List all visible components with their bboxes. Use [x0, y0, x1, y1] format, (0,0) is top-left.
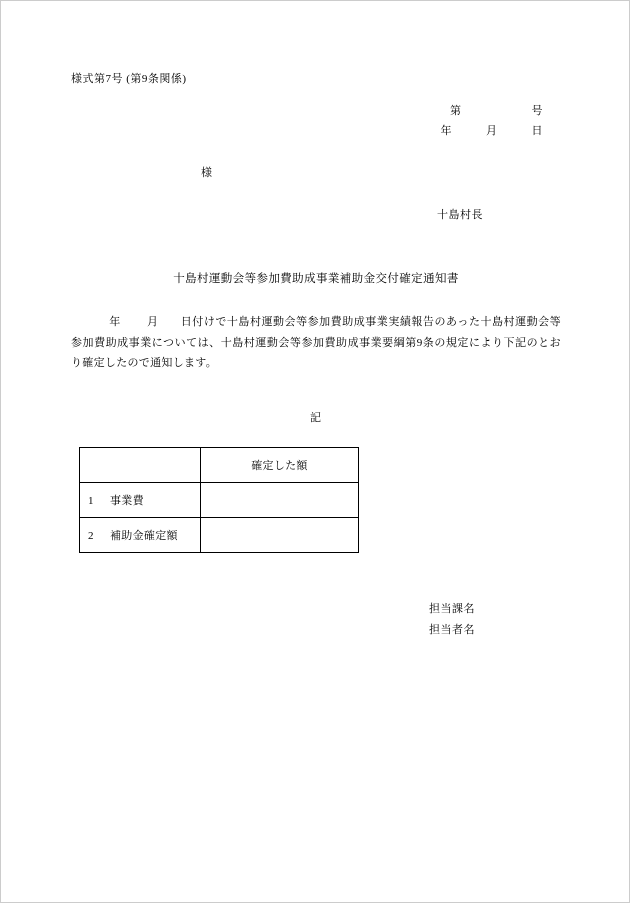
ki-marker: 記 [310, 412, 322, 425]
table-row-label-1 [80, 483, 201, 518]
date-day-label: 日 [531, 125, 543, 138]
footer-block [71, 599, 561, 640]
issuer-name: 十島村長 [437, 209, 483, 222]
table-row-value-2[interactable] [200, 518, 358, 553]
row-label-1: 事業費 [110, 495, 144, 508]
table-header-row [80, 448, 359, 483]
date-year-label: 年 [440, 125, 452, 138]
table-header-blank [80, 448, 201, 483]
document-number-row [71, 101, 543, 122]
form-number: 様式第7号 (第9条関係) [71, 73, 187, 85]
table-row-value-1[interactable] [200, 483, 358, 518]
amounts-table [79, 447, 359, 553]
addressee-line: 様 [201, 167, 213, 180]
date-month-label: 月 [486, 125, 498, 138]
document-number-suffix: 号 [531, 104, 543, 117]
document-body [71, 71, 561, 640]
body-line3: り下記のとおり確定したので通知します。 [71, 336, 561, 370]
body-year-label: 年 [109, 316, 121, 329]
table-row [80, 483, 359, 518]
body-line2: 動会等参加費助成事業については、十島村運動会等参加費助成事業要綱第9条の規定によ [71, 316, 561, 349]
document-number-label: 第 [450, 104, 462, 117]
row-number-1: 1 [88, 495, 94, 508]
document-meta [71, 101, 561, 143]
person-label: 担当者名 [429, 623, 475, 636]
table-header-amount: 確定した額 [200, 448, 358, 483]
row-label-2: 補助金確定額 [110, 530, 178, 543]
document-body-text [71, 312, 561, 373]
body-month-label: 月 [146, 316, 159, 329]
document-date-row [71, 121, 543, 142]
document-title: 十島村運動会等参加費助成事業補助金交付確定通知書 [173, 273, 459, 286]
body-line1: 日付けで十島村運動会等参加費助成事業実績報告のあった十島村運 [180, 316, 527, 329]
table-row-label-2 [80, 518, 201, 553]
department-label: 担当課名 [429, 603, 475, 616]
table-row [80, 518, 359, 553]
row-number-2: 2 [88, 530, 94, 543]
